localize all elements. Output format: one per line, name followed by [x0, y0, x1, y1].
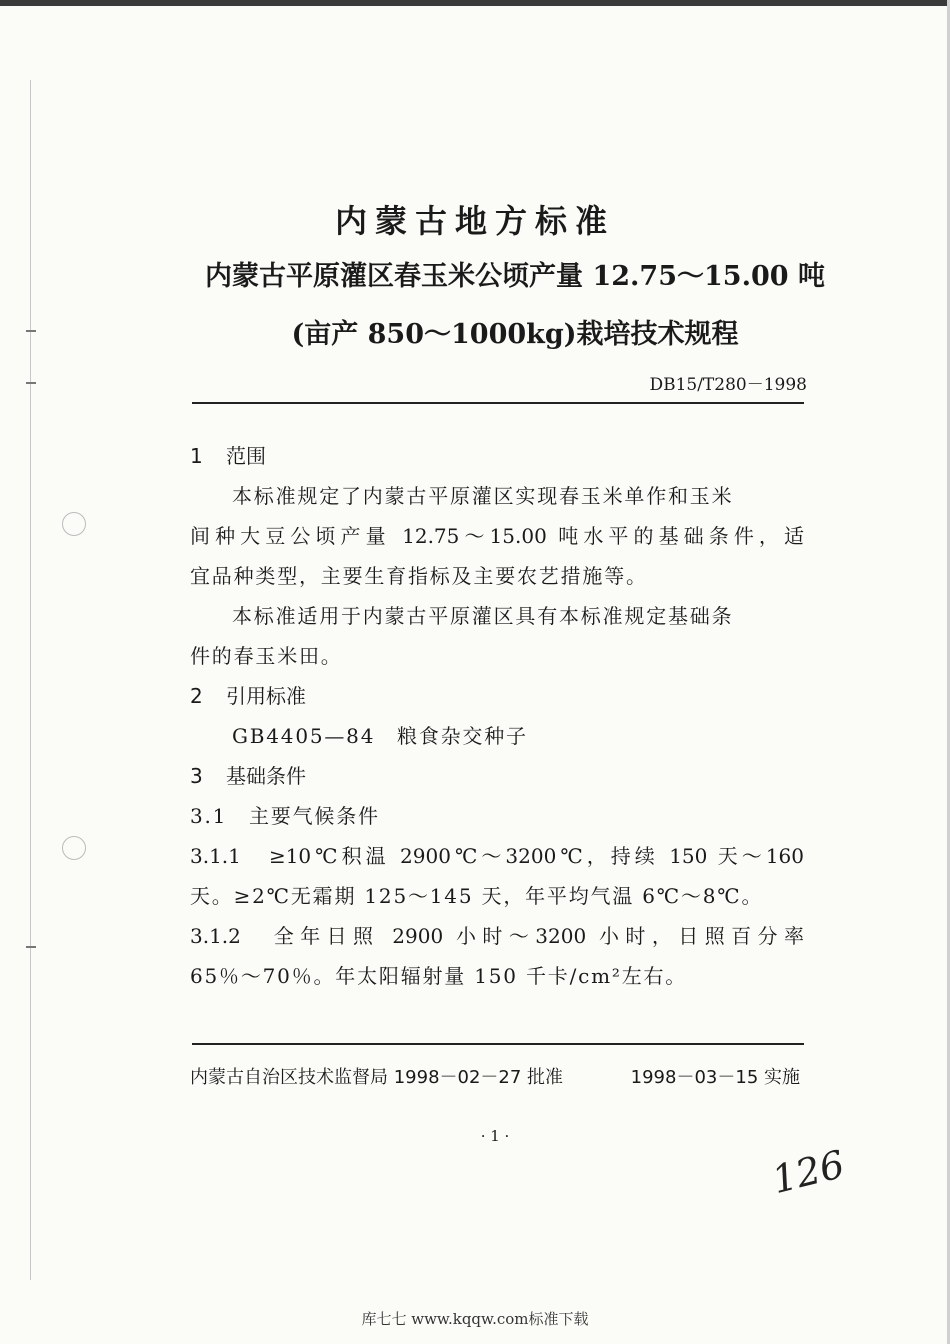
scan-edge-top	[0, 0, 950, 6]
binding-margin-line	[30, 80, 31, 1280]
paragraph-line: 件的春玉米田。	[190, 644, 343, 668]
document-title-line1: 内蒙古平原灌区春玉米公顷产量 12.75～15.00 吨	[205, 261, 825, 292]
header-divider	[192, 402, 804, 404]
margin-tick-mark	[26, 946, 36, 948]
subsection-heading: 3.1 主要气候条件	[190, 804, 380, 828]
referenced-standard: GB4405—84 粮食杂交种子	[232, 724, 528, 748]
paragraph-line: 本标准适用于内蒙古平原灌区具有本标准规定基础条	[232, 604, 734, 628]
section-number: 1	[190, 444, 203, 468]
section-number: 3	[190, 764, 203, 788]
section-title: 范围	[226, 444, 266, 468]
paragraph-line: 3.1.2 全年日照 2900 小时～3200 小时，日照百分率	[190, 924, 804, 948]
standard-code: DB15/T280－1998	[649, 375, 807, 395]
paragraph-line: 65％～70％。年太阳辐射量 150 千卡/cm²左右。	[190, 964, 688, 988]
section-3-heading	[190, 760, 306, 789]
section-title: 引用标准	[226, 684, 306, 708]
section-2-heading	[190, 680, 306, 709]
document-title-line2: (亩产 850～1000kg)栽培技术规程	[291, 319, 739, 350]
approval-note: 内蒙古自治区技术监督局 1998－02－27 批准	[190, 1067, 564, 1088]
margin-tick-mark	[26, 382, 36, 384]
paragraph-line: 间种大豆公顷产量 12.75～15.00 吨水平的基础条件，适	[190, 524, 804, 548]
handwritten-page-number: 126	[767, 1141, 849, 1203]
site-watermark: 库七七 www.kqqw.com标准下载	[361, 1310, 589, 1328]
footer-divider	[192, 1043, 804, 1045]
page-number: · 1 ·	[480, 1127, 510, 1145]
margin-tick-mark	[26, 330, 36, 332]
standard-type-heading: 内蒙古地方标准	[334, 202, 615, 240]
effective-date: 1998－03－15 实施	[630, 1067, 800, 1088]
paragraph-line: 宜品种类型，主要生育指标及主要农艺措施等。	[190, 564, 648, 588]
section-number: 2	[190, 684, 203, 708]
section-title: 基础条件	[226, 764, 306, 788]
section-1-heading	[190, 440, 266, 469]
punch-hole-mark	[62, 836, 86, 860]
paragraph-line: 本标准规定了内蒙古平原灌区实现春玉米单作和玉米	[232, 484, 734, 508]
paragraph-line: 3.1.1 ≥10℃积温 2900℃～3200℃，持续 150 天～160	[190, 844, 804, 868]
paragraph-line: 天。≥2℃无霜期 125～145 天，年平均气温 6℃～8℃。	[190, 884, 764, 908]
punch-hole-mark	[62, 512, 86, 536]
